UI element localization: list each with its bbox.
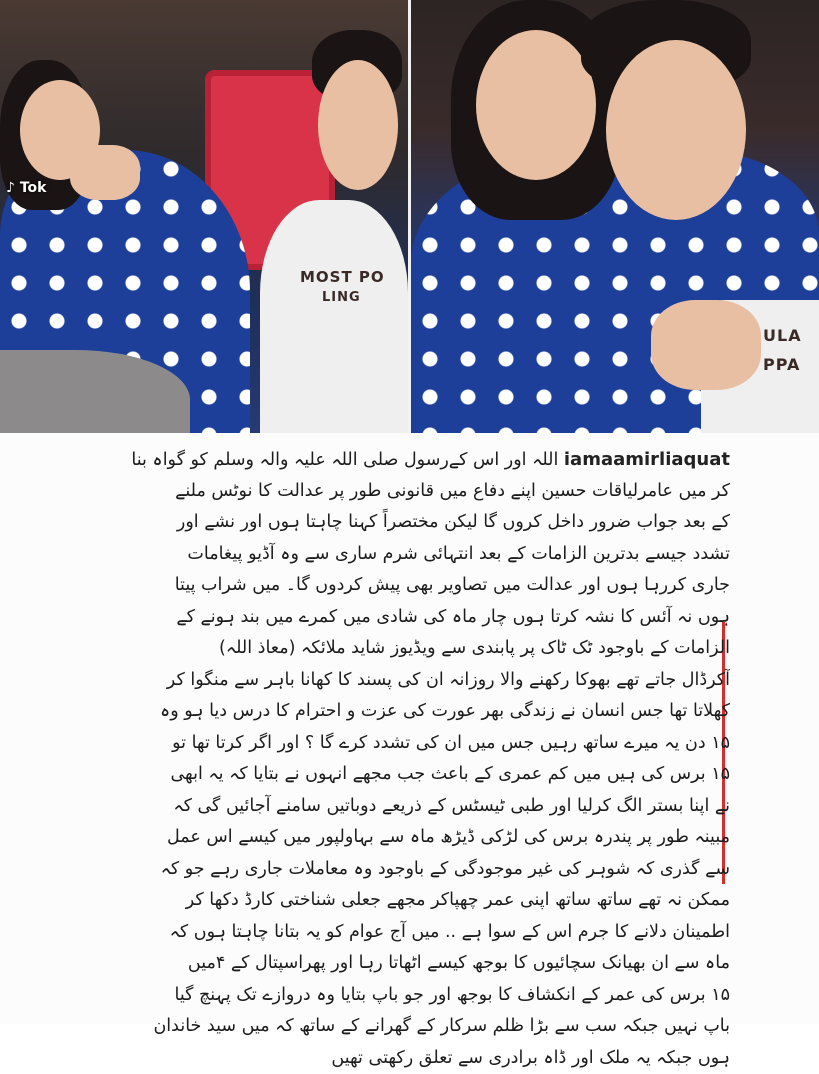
right-photo: [411, 0, 819, 433]
caption-line: تشدد جیسے بدترین الزامات کے بعد انتہائی شرم ساری سے وہ آڈیو پیغامات: [70, 539, 730, 571]
man-face-right: [606, 40, 746, 220]
shirt-print-right-2: PPA: [763, 355, 800, 374]
caption-line-1-text: اللہ اور اس کےرسول صلی اللہ علیہ والہ وسلم کو گواہ بنا: [131, 450, 558, 470]
caption-line: آکرڈال جاتے تھے بھوکا رکھنے والا روزانہ ان کی پسند کا کھانا باہر سے منگوا کر: [70, 665, 730, 697]
caption-line-1: [70, 444, 730, 476]
caption-line: نے اپنا بستر الگ کرلیا اور طبی ٹیسٹس کے ذریعے دوباتیں سامنے آجائیں گی کہ: [70, 791, 730, 823]
shirt-print-left: MOST PO: [300, 268, 385, 286]
left-photo: [0, 0, 408, 433]
tiktok-label: Tok: [20, 180, 47, 196]
caption-line: ماہ سے ان بھیانک سچائیوں کا بوجھ کیسے اٹھاتا رہا اور پھراسپتال کے ۴میں: [70, 948, 730, 980]
caption-line: الزامات کے باوجود ٹک ٹاک پر پابندی سے ویڈیوز شاید ملائکہ (معاذ اللہ): [70, 633, 730, 665]
caption-line: ۱۵ برس کی ہیں میں کم عمری کے باعث جب مجھے انہوں نے بتایا کہ یہ ابھی: [70, 759, 730, 791]
caption-line: ہوں جبکہ یہ ملک اور ڈاہ برادری سے تعلق رکھتی تھیں: [70, 1043, 730, 1074]
man-face-left: [318, 60, 398, 190]
tiktok-watermark: [6, 180, 46, 196]
caption-line: ۱۵ دن یہ میرے ساتھ رہیں جس میں ان کی تشدد کرے گا ؟ اور اگر کرتا تھا تو: [70, 728, 730, 760]
username[interactable]: iamaamirliaquat: [564, 449, 730, 470]
shirt-print-left-2: LING: [322, 290, 361, 305]
caption-line: مبینہ طور پر پندرہ برس کی لڑکی ڈیڑھ ماہ سے بہاولپور میں کیسے اس عمل: [70, 822, 730, 854]
woman-hand-left: [70, 145, 140, 200]
caption-line: کھلاتا تھا جس انسان نے زندگی بھر عورت کی عزت و احترام کا درس دیا ہو وہ: [70, 696, 730, 728]
shirt-print-right: ULA: [763, 326, 802, 345]
caption-line: سے گذری کہ شوہر کی غیر موجودگی کے باوجود وہ معاملات جاری رہے جو کہ: [70, 854, 730, 886]
caption-line: کے بعد جواب ضرور داخل کروں گا لیکن مختصراً کہنا چاہتا ہوں اور نشے اور: [70, 507, 730, 539]
caption-line: ممکن نہ تھے ساتھ ساتھ اپنی عمر چھپاکر مجھے جعلی شناختی کارڈ دکھا کر: [70, 885, 730, 917]
caption-line: ۱۵ برس کی عمر کے انکشاف کا بوجھ اور جو باپ بتایا وہ دروازے تک پہنچ گیا: [70, 980, 730, 1012]
woman-face-right: [476, 30, 596, 180]
caption-line: ہوں نہ آئس کا نشہ کرتا ہوں چار ماہ کی شادی میں کمرے میں بند ہونے کے: [70, 602, 730, 634]
caption-line: کر میں عامرلیاقات حسین اپنے دفاع میں قانونی طور پر عدالت کا نوٹس ملنے: [70, 476, 730, 508]
tiktok-icon: ♪: [6, 180, 15, 196]
photo-collage: [0, 0, 819, 433]
caption-line: اطمینان دلانے کا جرم اس کے سوا ہے .. میں آج عوام کو یہ بتانا چاہتا ہوں کہ: [70, 917, 730, 949]
post-caption: [70, 444, 730, 1074]
man-shirt-left: [260, 200, 408, 433]
woman-hand-right: [651, 300, 761, 390]
caption-line: جاری کررہا ہوں اور عدالت میں تصاویر بھی پیش کردوں گا۔ میں شراب پیتا: [70, 570, 730, 602]
caption-line: باپ نہیں جبکہ سب سے بڑا ظلم سرکار کے گھرانے کے ساتھ کہ میں سید خاندان: [70, 1011, 730, 1043]
